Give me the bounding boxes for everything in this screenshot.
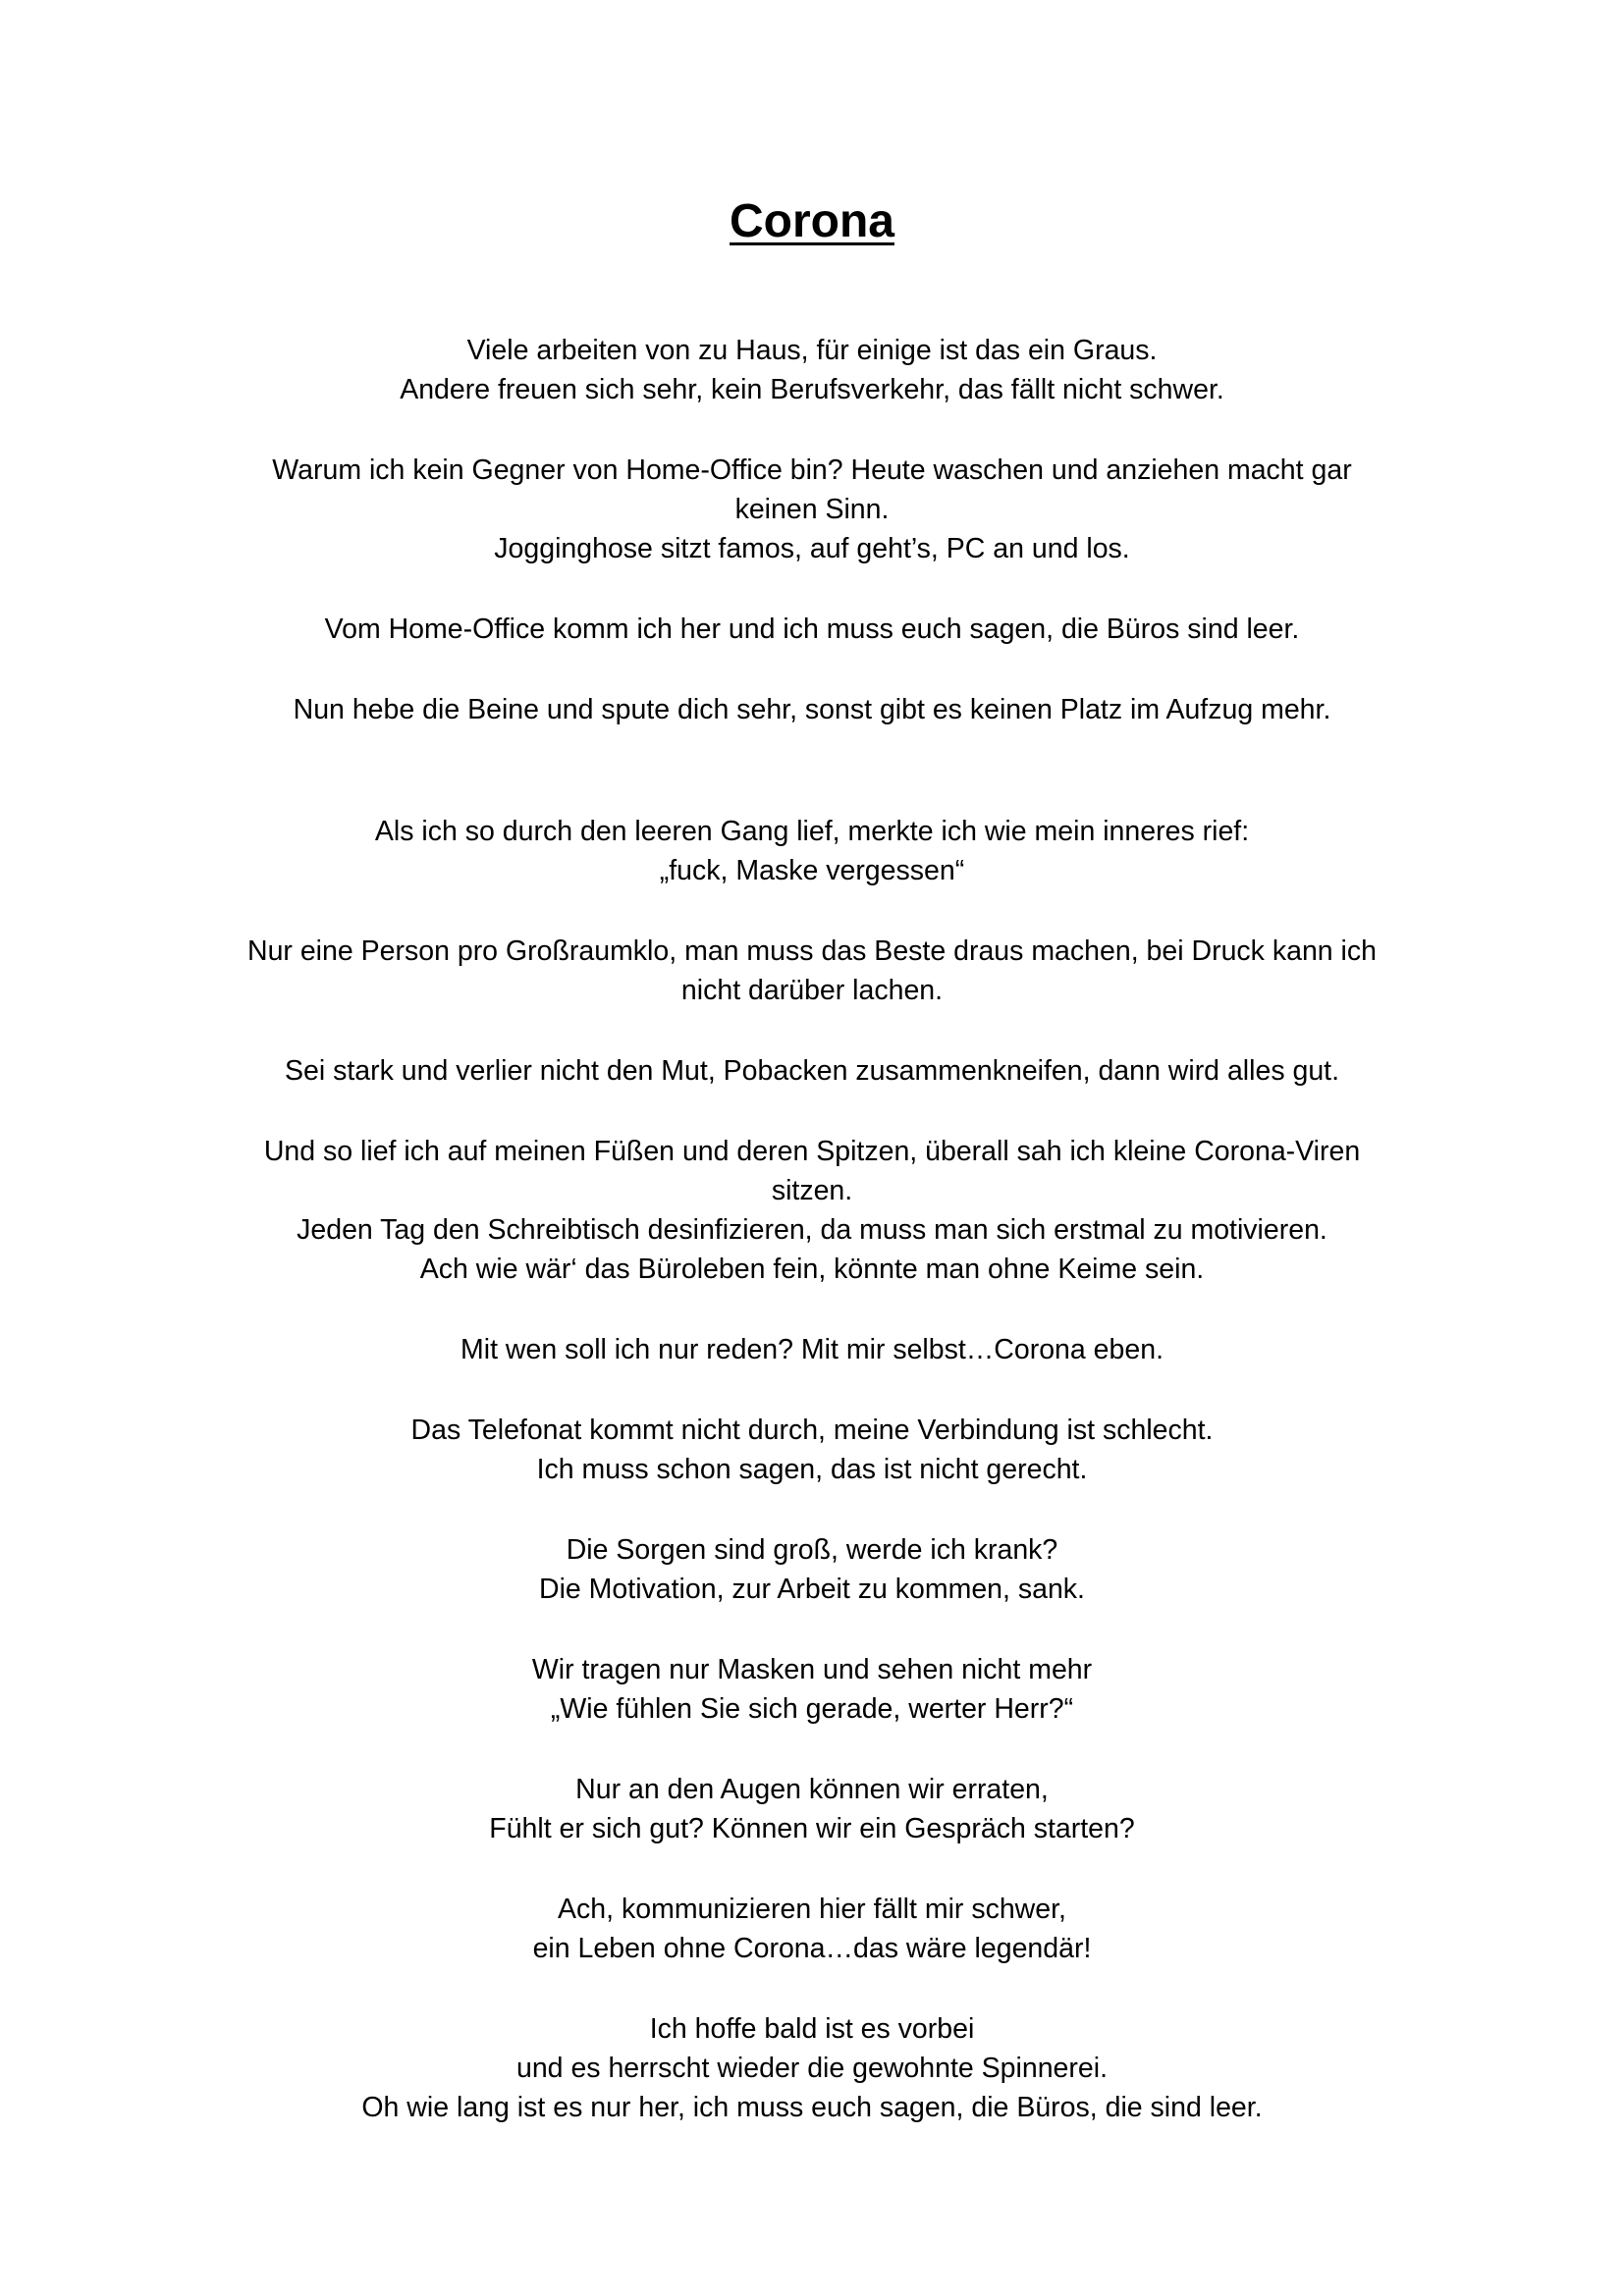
poem-line: Viele arbeiten von zu Haus, für einige ist das ein Graus.: [466, 335, 1158, 366]
poem-line: Jogginghose sitzt famos, auf geht’s, PC an und los.: [494, 533, 1130, 564]
poem-line: Nur eine Person pro Großraumklo, man muss das Beste draus machen, bei Druck kann ich: [246, 935, 1377, 967]
poem-line: Nun hebe die Beine und spute dich sehr, sonst gibt es keinen Platz im Aufzug mehr.: [293, 694, 1331, 725]
poem-line: Als ich so durch den leeren Gang lief, merkte ich wie mein inneres rief:: [374, 816, 1250, 847]
poem-line: Ach wie wär‘ das Büroleben fein, könnte man ohne Keime sein.: [419, 1254, 1205, 1285]
poem-line: Fühlt er sich gut? Können wir ein Gespräch starten?: [489, 1813, 1135, 1844]
poem-line: Ich hoffe bald ist es vorbei: [649, 2013, 975, 2045]
poem-line: Die Motivation, zur Arbeit zu kommen, sank.: [539, 1574, 1085, 1605]
poem-line: Ich muss schon sagen, das ist nicht gerecht.: [536, 1454, 1088, 1485]
poem-line: Warum ich kein Gegner von Home-Office bin? Heute waschen und anziehen macht gar: [272, 454, 1352, 486]
poem-line: „fuck, Maske vergessen“: [659, 855, 965, 886]
poem-line: Andere freuen sich sehr, kein Berufsverkehr, das fällt nicht schwer.: [400, 374, 1224, 405]
poem-line: Die Sorgen sind groß, werde ich krank?: [566, 1534, 1058, 1566]
poem-line: Vom Home-Office komm ich her und ich muss euch sagen, die Büros sind leer.: [324, 614, 1300, 645]
poem-line: Oh wie lang ist es nur her, ich muss euch sagen, die Büros, die sind leer.: [361, 2092, 1263, 2123]
poem-line: ein Leben ohne Corona…das wäre legendär!: [532, 1933, 1092, 1964]
poem-line: sitzen.: [771, 1175, 853, 1206]
poem-line: Sei stark und verlier nicht den Mut, Pobacken zusammenkneifen, dann wird alles gut.: [284, 1055, 1340, 1087]
poem-line: Und so lief ich auf meinen Füßen und deren Spitzen, überall sah ich kleine Corona-Viren: [263, 1136, 1361, 1167]
poem-line: Jeden Tag den Schreibtisch desinfizieren, da muss man sich erstmal zu motivieren.: [297, 1214, 1327, 1246]
poem-line: keinen Sinn.: [734, 494, 890, 525]
page-title: Corona: [730, 195, 894, 247]
poem-line: nicht darüber lachen.: [680, 975, 944, 1006]
poem-line: Nur an den Augen können wir erraten,: [575, 1774, 1049, 1805]
poem-line: „Wie fühlen Sie sich gerade, werter Herr?“: [550, 1693, 1074, 1725]
poem-line: Wir tragen nur Masken und sehen nicht mehr: [531, 1654, 1093, 1685]
poem-line: Das Telefonat kommt nicht durch, meine Verbindung ist schlecht.: [410, 1415, 1214, 1446]
poem-line: Mit wen soll ich nur reden? Mit mir selbst…Corona eben.: [460, 1334, 1164, 1365]
poem-line: Ach, kommunizieren hier fällt mir schwer,: [558, 1894, 1066, 1925]
poem-line: und es herrscht wieder die gewohnte Spinnerei.: [515, 2053, 1109, 2084]
